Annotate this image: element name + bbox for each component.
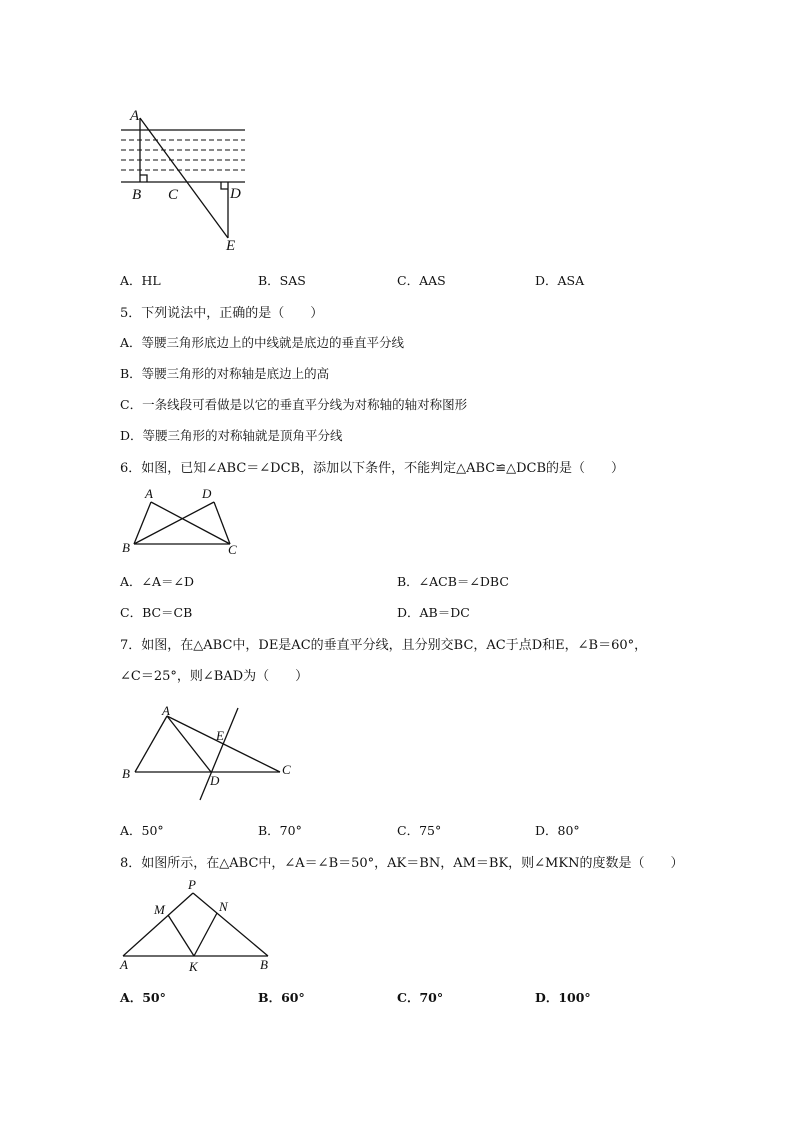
q8-option-d[interactable]: D．100° <box>535 990 591 1005</box>
q7-option-c[interactable]: C．75° <box>397 823 442 838</box>
q6-segment-db <box>134 502 214 544</box>
q6-label-b: B <box>122 540 130 555</box>
q4-label-b: B <box>132 187 142 203</box>
q4-option-a[interactable]: A．HL <box>120 273 161 288</box>
q4-label-e: E <box>226 238 236 254</box>
q7-label-b: B <box>122 766 130 781</box>
q6-segment-dc <box>214 502 230 544</box>
q8-label-m: M <box>154 902 165 917</box>
q7-stem-line2: ∠C＝25°，则∠BAD为（ ） <box>120 669 309 684</box>
q4-label-d: D <box>230 186 241 202</box>
q6-figure <box>118 484 248 560</box>
q7-stem-line1: 7．如图，在△ABC中，DE是AC的垂直平分线，且分别交BC，AC于点D和E，∠B＝60°， <box>120 638 648 653</box>
q5-option-b[interactable]: B．等腰三角形的对称轴是底边上的高 <box>120 366 330 381</box>
q4-right-angle-b <box>140 175 147 182</box>
q6-label-d: D <box>202 486 212 501</box>
q7-label-a: A <box>162 703 170 718</box>
q5-option-a[interactable]: A．等腰三角形底边上的中线就是底边的垂直平分线 <box>120 335 405 350</box>
q4-figure <box>118 100 258 260</box>
q6-option-b[interactable]: B．∠ACB＝∠DBC <box>397 574 509 589</box>
q8-stem: 8．如图所示，在△ABC中，∠A＝∠B＝50°，AK＝BN，AM＝BK，则∠MKN的度数是（ ） <box>120 856 684 871</box>
q4-label-a: A <box>130 108 140 124</box>
q6-segment-ac <box>151 502 230 544</box>
q7-label-e: E <box>216 728 224 743</box>
q8-figure <box>118 876 278 976</box>
q8-segment-kn <box>194 913 217 956</box>
q5-stem: 5．下列说法中，正确的是（ ） <box>120 306 324 321</box>
q4-label-c: C <box>168 187 179 203</box>
q6-stem: 6．如图，已知∠ABC＝∠DCB，添加以下条件，不能判定△ABC≌△DCB的是（ ） <box>120 461 625 476</box>
q6-option-c[interactable]: C．BC＝CB <box>120 605 193 620</box>
q6-segment-ab <box>134 502 151 544</box>
q8-segment-mk <box>168 915 194 956</box>
q8-label-n: N <box>219 899 228 914</box>
q7-segment-ad <box>167 716 211 772</box>
q5-option-d[interactable]: D．等腰三角形的对称轴就是顶角平分线 <box>120 428 343 443</box>
q8-label-k: K <box>189 959 198 974</box>
q5-option-c[interactable]: C．一条线段可看做是以它的垂直平分线为对称轴的轴对称图形 <box>120 397 468 412</box>
q8-option-b[interactable]: B．60° <box>258 990 305 1005</box>
q4-option-b[interactable]: B．SAS <box>258 273 306 288</box>
q8-label-a: A <box>120 957 128 972</box>
q8-option-a[interactable]: A．50° <box>120 990 166 1005</box>
q7-label-d: D <box>210 773 220 788</box>
q4-option-d[interactable]: D．ASA <box>535 273 585 288</box>
q4-right-angle-d <box>221 182 228 189</box>
q4-segment-ae <box>140 118 228 238</box>
q4-option-c[interactable]: C．AAS <box>397 273 446 288</box>
q7-option-a[interactable]: A．50° <box>120 823 164 838</box>
q6-option-a[interactable]: A．∠A＝∠D <box>120 574 195 589</box>
q8-label-b: B <box>260 957 268 972</box>
q7-option-b[interactable]: B．70° <box>258 823 302 838</box>
q8-segment-pb <box>193 893 268 956</box>
q6-label-a: A <box>145 486 153 501</box>
q7-segment-ab <box>135 716 167 772</box>
q8-option-c[interactable]: C．70° <box>397 990 444 1005</box>
q7-figure <box>118 700 308 808</box>
q6-option-d[interactable]: D．AB＝DC <box>397 605 470 620</box>
q7-label-c: C <box>282 762 291 777</box>
q6-label-c: C <box>228 542 237 557</box>
q8-label-p: P <box>188 877 196 892</box>
q7-option-d[interactable]: D．80° <box>535 823 580 838</box>
